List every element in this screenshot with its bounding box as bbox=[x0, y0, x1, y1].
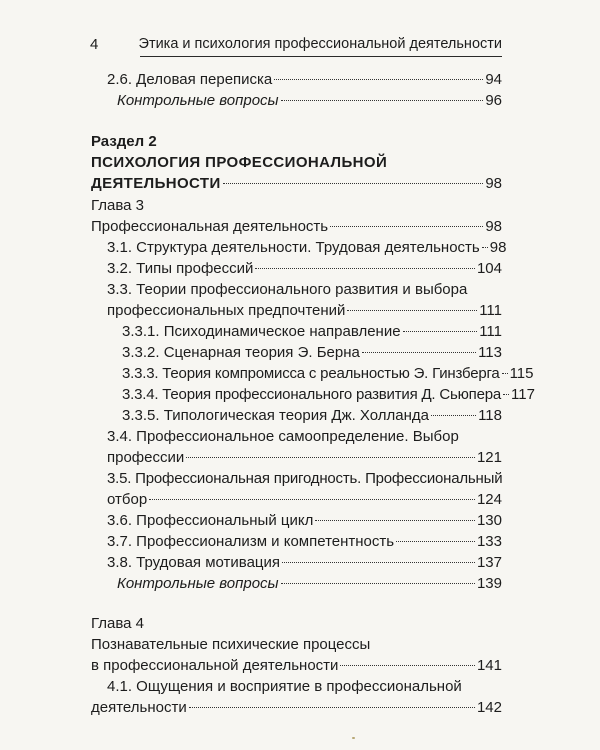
toc-entry-3-5-line1[interactable]: 3.5. Профессиональная пригодность. Профессиональный bbox=[107, 470, 503, 487]
toc-entry-page: 141 bbox=[476, 657, 502, 674]
dot-leader bbox=[189, 707, 475, 708]
toc-entry-page: 124 bbox=[476, 491, 502, 508]
toc-entry-3-7[interactable] bbox=[107, 532, 502, 552]
chapter-3-label: Глава 3 bbox=[91, 197, 145, 214]
dot-leader bbox=[255, 268, 475, 269]
toc-entry-title: 3.3.3. Теория компромисса с реальностью Э. Гинзберга bbox=[122, 365, 500, 382]
dot-leader bbox=[315, 520, 475, 521]
toc-entry-title: 3.2. Типы профессий bbox=[107, 260, 254, 277]
toc-entry-page: 137 bbox=[476, 554, 502, 571]
toc-entry-3-3-4[interactable] bbox=[122, 385, 535, 405]
toc-entry-3-2[interactable] bbox=[107, 259, 502, 279]
toc-entry-title: деятельности bbox=[91, 699, 187, 716]
toc-entry-page: 94 bbox=[485, 71, 502, 88]
toc-entry-title: 3.7. Профессионализм и компетентность bbox=[107, 533, 395, 550]
toc-entry-title: Контрольные вопросы bbox=[117, 575, 279, 592]
header-rule bbox=[140, 56, 502, 57]
dot-leader bbox=[503, 394, 509, 395]
toc-entry-title: 3.8. Трудовая мотивация bbox=[107, 554, 281, 571]
toc-entry-title: профессиональных предпочтений bbox=[107, 302, 346, 319]
page-number: 4 bbox=[90, 36, 99, 53]
toc-entry-page: 117 bbox=[511, 386, 535, 403]
toc-entry-title: Профессиональная деятельность bbox=[91, 218, 329, 235]
dot-leader bbox=[340, 665, 475, 666]
toc-entry-title: 3.3.5. Типологическая теория Дж. Холланда bbox=[122, 407, 430, 424]
toc-entry-title: в профессиональной деятельности bbox=[91, 657, 339, 674]
toc-entry-title: 3.3.2. Сценарная теория Э. Берна bbox=[122, 344, 360, 361]
toc-entry-chapter-3[interactable] bbox=[91, 217, 502, 237]
chapter-4-title-line1[interactable]: Познавательные психические процессы bbox=[91, 636, 371, 653]
dot-leader bbox=[274, 79, 483, 80]
toc-entry-page: 130 bbox=[476, 512, 502, 529]
dot-leader bbox=[281, 583, 475, 584]
dot-leader bbox=[396, 541, 475, 542]
dot-leader bbox=[362, 352, 476, 353]
toc-entry-title: 2.6. Деловая переписка bbox=[107, 71, 273, 88]
section-title-line2: ДЕЯТЕЛЬНОСТИ bbox=[91, 175, 221, 192]
toc-entry-3-5[interactable] bbox=[107, 490, 502, 510]
toc-entry-3-3-1[interactable] bbox=[122, 322, 502, 342]
toc-entry-3-4[interactable] bbox=[107, 448, 502, 468]
toc-entry-page: 104 bbox=[476, 260, 502, 277]
toc-entry-page: 98 bbox=[489, 239, 507, 256]
toc-entry-title: профессии bbox=[107, 449, 185, 466]
toc-entry-title: 3.3.4. Теория профессионального развития Д. Сьюпера bbox=[122, 386, 502, 403]
chapter-4-label: Глава 4 bbox=[91, 615, 145, 632]
toc-entry-title: отбор bbox=[107, 491, 148, 508]
toc-entry-title: 3.1. Структура деятельности. Трудовая деятельность bbox=[107, 239, 480, 256]
toc-entry-page: 139 bbox=[476, 575, 502, 592]
toc-entry-3-8[interactable] bbox=[107, 553, 502, 573]
toc-entry-page: 118 bbox=[478, 407, 502, 424]
dot-leader bbox=[149, 499, 475, 500]
toc-entry-questions-ch3[interactable] bbox=[107, 574, 502, 594]
paper-speck bbox=[352, 737, 355, 739]
toc-entry-page: 96 bbox=[485, 92, 502, 109]
toc-entry-page: 121 bbox=[476, 449, 502, 466]
dot-leader bbox=[330, 226, 483, 227]
dot-leader bbox=[223, 183, 484, 184]
dot-leader bbox=[502, 373, 508, 374]
section-label: Раздел 2 bbox=[91, 133, 157, 150]
toc-entry-page: 111 bbox=[479, 323, 502, 340]
toc-entry-page: 115 bbox=[509, 365, 534, 382]
toc-entry-3-4-line1[interactable]: 3.4. Профессиональное самоопределение. Выбор bbox=[107, 428, 459, 445]
toc-entry-title: 3.6. Профессиональный цикл bbox=[107, 512, 314, 529]
dot-leader bbox=[347, 310, 477, 311]
page-header bbox=[90, 36, 502, 58]
dot-leader bbox=[282, 562, 475, 563]
toc-entry-title: 3.3.1. Психодинамическое направление bbox=[122, 323, 401, 340]
toc-entry-chapter-4[interactable] bbox=[91, 656, 502, 676]
toc-entry-3-3-line1[interactable]: 3.3. Теории профессионального развития и выбора bbox=[107, 281, 468, 298]
toc-entry-section-2[interactable] bbox=[91, 174, 502, 194]
toc-entry-3-1[interactable] bbox=[107, 238, 507, 258]
toc-entry-3-6[interactable] bbox=[107, 511, 502, 531]
dot-leader bbox=[403, 331, 478, 332]
toc-entry-3-3[interactable] bbox=[107, 301, 502, 321]
toc-entry-page: 98 bbox=[485, 218, 502, 235]
toc-entry-4-1[interactable] bbox=[91, 698, 502, 718]
dot-leader bbox=[431, 415, 476, 416]
dot-leader bbox=[186, 457, 475, 458]
toc-entry-page: 113 bbox=[478, 344, 502, 361]
toc-entry-4-1-line1[interactable]: 4.1. Ощущения и восприятие в профессиональной bbox=[107, 678, 462, 695]
toc-entry-questions-ch2[interactable] bbox=[107, 91, 502, 111]
toc-entry-3-3-5[interactable] bbox=[122, 406, 502, 426]
dot-leader bbox=[482, 247, 488, 248]
toc-entry-3-3-3[interactable] bbox=[122, 364, 534, 384]
toc-entry-page: 142 bbox=[476, 699, 502, 716]
toc-entry-page: 98 bbox=[485, 175, 502, 192]
toc-entry-page: 111 bbox=[479, 302, 502, 319]
running-title: Этика и психология профессиональной деятельности bbox=[138, 36, 502, 52]
toc-entry-2-6[interactable] bbox=[107, 70, 502, 90]
toc-entry-3-3-2[interactable] bbox=[122, 343, 502, 363]
toc-entry-page: 133 bbox=[476, 533, 502, 550]
dot-leader bbox=[281, 100, 484, 101]
toc-entry-title: Контрольные вопросы bbox=[117, 92, 279, 109]
section-title-line1: ПСИХОЛОГИЯ ПРОФЕССИОНАЛЬНОЙ bbox=[91, 154, 388, 171]
